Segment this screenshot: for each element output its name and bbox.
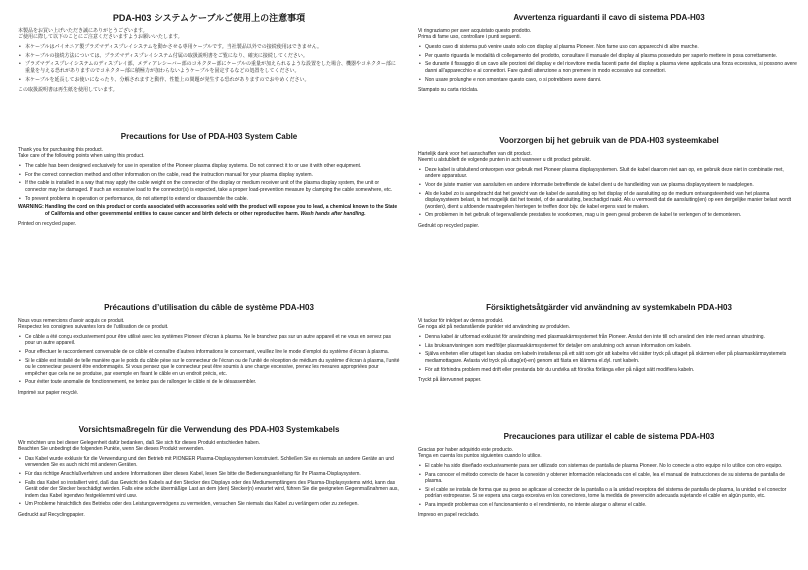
sv-footer: Tryckt på återvunnet papper. xyxy=(418,377,482,384)
ja-title: PDA-H03 システムケーブルご使用上の注意事項 xyxy=(112,13,306,23)
warning-emphasis: Wash hands after handling. xyxy=(300,210,366,217)
en-bullet-list xyxy=(18,163,400,202)
en-intro-1: Thank you for purchasing this product. xyxy=(18,147,104,153)
sv-title: Försiktighetsåtgärder vid användning av systemkabeln PDA-H03 xyxy=(486,303,732,312)
nl-bullet: • Voor de juiste manier van aansluiten en andere informatie betreffende de kabel dient u de handleiding van uw plasma displaysysteem te raadplegen. xyxy=(418,182,800,188)
fr-bullet: • Ce câble a été conçu exclusivement pour être utilisé avec les systèmes Pioneer d’écran à plasma. Ne le branchez pas sur un autre appareil et ne vous en servez pas pour un autre appareil. xyxy=(18,334,400,347)
section-spanish xyxy=(418,432,800,524)
section-italian xyxy=(418,13,800,98)
es-intro-2: Tenga en cuenta los puntos siguientes cuando lo utilice. xyxy=(418,453,542,460)
fr-intro-2: Respectez les consignes suivantes lors de l’utilisation de ce produit. xyxy=(18,324,169,331)
it-bullet: • Questo cavo di sistema può venire usato solo con display al plasma Pioneer. Non farne uso con apparecchi di altre marche. xyxy=(418,44,800,50)
ja-intro-1: 本製品をお買い上げいただき誠にありがとうございます。 xyxy=(18,28,148,34)
section-german xyxy=(18,425,400,523)
fr-title: Précautions d’utilisation du câble de système PDA-H03 xyxy=(104,303,314,312)
it-bullet: • Non usare prolunghe e non smontare questo cavo, o si potrebbero avere danni. xyxy=(418,77,800,83)
en-bullet: • For the correct connection method and other information on the cable, read the instruction manual for your plasma display system. xyxy=(18,172,400,178)
it-bullet: • Se durante il fissaggio di un cavo alle porzioni del display e del ricevitore media facenti parte del display a plasma viene applicata una forza eccessiva, si possono avere danni all’apparecchio e ai connettori. Fare quindi attenzione a non premere in modo eccessivo sui connettori. xyxy=(418,61,800,74)
de-bullet: • Um Probleme hinsichtlich des Betriebs oder des Leistungsvermögens zu vermeiden, versuchen Sie niemals das Kabel zu verlängern oder zu zerlegen. xyxy=(18,501,400,507)
section-dutch xyxy=(418,136,800,234)
sv-bullet: • Denna kabel är utformad exklusivt för användning med plasmaskärmsystemet från Pioneer. Anslut den inte till och använd den inte med annan utrustning. xyxy=(418,334,800,340)
nl-bullet: • Om problemen in het gebruik of tegenvallende prestaties te voorkomen, mag u in geen geval proberen de kabel te verlengen of te demonteren. xyxy=(418,212,800,218)
en-bullet: • The cable has been designed exclusively for use in operation of the Pioneer plasma display systems. Do not connect it to or use it with other equipment. xyxy=(18,163,400,169)
nl-intro-1: Hartelijk dank voor het aanschaffen van dit product. xyxy=(418,151,532,157)
it-footer: Stampato su carta riciclata. xyxy=(418,87,479,94)
section-swedish xyxy=(418,303,800,388)
fr-bullet-list xyxy=(18,334,400,386)
de-intro-2: Beachten Sie unbedingt die folgenden Punkte, wenn Sie dieses Produkt verwenden. xyxy=(18,446,205,453)
it-title: Avvertenza riguardanti il cavo di sistema PDA-H03 xyxy=(513,13,705,22)
de-title: Vorsichtsmaßregeln für die Verwendung des PDA-H03 Systemkabels xyxy=(78,425,340,434)
en-footer: Printed on recycled paper. xyxy=(18,221,77,228)
nl-intro-2: Neemt u alstublieft de volgende punten in acht wanneer u dit product gebruikt. xyxy=(418,157,591,164)
ja-bullet-list xyxy=(18,44,400,83)
de-intro-1: Wir möchten uns bei dieser Gelegenheit dafür bedanken, daß Sie sich für dieses Produkt entschieden haben. xyxy=(18,440,261,446)
sv-bullet-list xyxy=(418,334,800,373)
fr-bullet: • Pour effectuer le raccordement convenable de ce câble et connaître d’autres informations le concernant, veuillez lire le mode d’emploi du système d’écran à plasma. xyxy=(18,349,400,355)
fr-bullet: • Pour éviter toute anomalie de fonctionnement, ne tentez pas de rallonger le câble ni de le désassembler. xyxy=(18,379,400,385)
es-bullet-list xyxy=(418,463,800,509)
nl-bullet: • Deze kabel is uitsluitend ontworpen voor gebruik met Pioneer plasma displaysystemen. Sluit de kabel daarom niet aan op, en gebruik deze niet in combinatie met, andere apparatuur. xyxy=(418,167,800,180)
ja-bullet: • 本ケーブルはパイオニア製プラズマディスプレイシステムを動かさせる専用ケーブルです。当社製品以外での接続使用はできません。 xyxy=(18,44,400,50)
es-bullet: • Si el cable se instala de forma que su peso se aplicase al conector de la pantalla o a la unidad receptora del sistema de pantalla de plasma, la unidad o el conector podrían estropearse. Si se espera una carga excesiva en los conectores, tome la medida de prevención adecuada sujetando el cable en algún punto, etc. xyxy=(418,487,800,500)
sv-intro-1: Vi tackar för inköpet av denna produkt. xyxy=(418,318,504,324)
es-bullet: • Para conocer el método correcto de hacer la conexión y obtener información relacionada con el cable, lea el manual de instrucciones de su sistema de pantalla de plasma. xyxy=(418,472,800,485)
ja-footer: この取扱説明書は再生紙を使用しています。 xyxy=(18,87,118,94)
sv-bullet: • För att förhindra problem med drift eller prestanda bör du undvika att försöka förlänga eller på något sätt modifiera kabeln. xyxy=(418,367,800,373)
section-french xyxy=(18,303,400,401)
nl-bullet-list xyxy=(418,167,800,219)
it-bullet-list xyxy=(418,44,800,83)
fr-bullet: • Si le câble est installé de telle manière que le poids du câble pèse sur le connecteur de l’écran ou de l’unité de réception de médium du système d’écran à plasma, l’unité ou le connecteur peuvent être endommagés. Si vous pensez que le connecteur peut être soumis à une charge excessive, prenez les mesures appropriées pour empêcher que cela ne se produise, par exemple en fixant le câble en un endroit précis, etc. xyxy=(18,358,400,377)
ja-bullet: • 本ケーブルの接続方法については、プラズマディスプレイシステム付属の取扱説明書をご覧になり、確実に接続してください。 xyxy=(18,53,400,59)
it-intro-1: Vi ringraziamo per aver acquistato questo prodotto. xyxy=(418,28,532,34)
warning-body xyxy=(45,204,400,217)
it-bullet: • Per quanto riguarda le modalità di collegamento del prodotto, consultare il manuale del display al plasma posseduto per saperlo mettere in posa correttamente. xyxy=(418,53,800,59)
ja-bullet: • 本ケーブルを延長してお使いになったり、分解されますと動作、性能上の問題が発生する恐れがありますのでおやめください。 xyxy=(18,77,400,83)
en-bullet: • If the cable is installed in a way that may apply the cable weight on the connector of the display or medium receiver unit of the plasma display system, the unit or connector may be damaged. If such an excessive load to the connector(s) is expected, take a proper load-prevention measure by clamping the cable somewhere, etc. xyxy=(18,180,400,193)
ja-bullet: • プラズマディスプレイシステムのディスプレイ部、メディアレシーバー部のコネクター部にケーブルの重量が加えられるような設置をした場合、機器やコネクター部に重量を与える恐れがありますのでコネクター部に積極力が加わらないようケーブルを固定するなどの処置をしてください。 xyxy=(18,61,400,74)
de-bullet: • Falls das Kabel so installiert wird, daß das Gewicht des Kabels auf den Stecker des Displays oder des Mediumempfängers des Plasma-Displaysystems wirkt, kann das Gerät oder der Stecker beschädigt werden. Falls eine solche übermäßige Last an dem (den) Stecker(n) erwartet wird, führen Sie die geeigneten Gegenmaßnahmen aus, indem das Kabel irgendwo festgeklemmt wird usw. xyxy=(18,480,400,499)
nl-bullet: • Als de kabel zo is aangebracht dat het gewicht van de kabel de aansluiting op het display of de aansluiting op de medium ontvangsteenheid van het plasma displaysysteem belast, is het mogelijk dat het toestel, of de aansluiting, beschadigd raakt. Als u vermoedt dat de aansluiting(en) op een dergelijke manier belast wordt (worden), dient u afdoende maatregelen hiertegen te treffen door bijv. de kabel ergens vast te maken. xyxy=(418,191,800,210)
fr-intro-1: Nous vous remercions d’avoir acquis ce produit. xyxy=(18,318,125,324)
it-intro-2: Prima di fame uso, controllare i punti seguenti. xyxy=(418,34,521,41)
de-bullet: • Für das richtige Anschlußverfahren und andere Informationen über dieses Kabel, lesen Sie bitte die Bedienungsanleitung für Ihr Plasma-Displaysystem. xyxy=(18,471,400,477)
en-warning xyxy=(18,204,400,217)
nl-title: Voorzorgen bij het gebruik van de PDA-H03 systeemkabel xyxy=(499,136,719,145)
sv-bullet: • Själva enheten eller uttaget kan skadas om kabeln installeras på ett sätt som gör att kabelns vikt sätter tryck på uttaget på skärmen eller på plasmaskärmsystemets mediamottagare. Avlasta vid tryck på uttag(et)-en) genom att fästa en klämma el.dyl. runt kabeln. xyxy=(418,351,800,364)
nl-footer: Gedrukt op recycled papier. xyxy=(418,222,480,229)
sv-bullet: • Läs bruksanvisningen som medföljer plasmaskärmsystemet för detaljer om anslutning och annan information om kabeln. xyxy=(418,343,800,349)
es-footer: Impreso en papel reciclado. xyxy=(418,512,480,519)
es-bullet: • Para impedir problemas con el funcionamiento o el rendimiento, no intente alargar o alterar el cable. xyxy=(418,502,800,508)
en-bullet: • To prevent problems in operation or performance, do not attempt to extend or disassemble the cable. xyxy=(18,196,400,202)
warning-label: WARNING: xyxy=(18,204,44,211)
es-bullet: • El cable ha sido diseñado exclusivamente para ser utilizado con sistemas de pantalla de plasma Pioneer. No lo conecte a otro equipo ni lo utilice con otro equipo. xyxy=(418,463,800,469)
en-intro-2: Take care of the following points when using this product. xyxy=(18,153,145,160)
de-bullet-list xyxy=(18,456,400,508)
es-intro-1: Gracias por haber adquirido este producto. xyxy=(418,447,514,453)
en-title: Precautions for Use of PDA-H03 System Cable xyxy=(120,132,298,141)
warning-text: Handling the cord on this product or cords associated with accessories sold with the product will expose you to lead, a chemical known to the State of California and other governmental entities to cause cancer and birth defects or other reproductive harm. xyxy=(44,204,398,217)
fr-footer: Imprimé sur papier recyclé. xyxy=(18,389,79,396)
sv-intro-2: Ge noga akt på nedanstående punkter vid användning av produkten. xyxy=(418,324,571,331)
section-japanese xyxy=(18,13,400,98)
es-title: Precauciones para utilizar el cable de sistema PDA-H03 xyxy=(503,432,715,441)
ja-intro-2: ご使用に際して以下のことにご注意くださいますようお願いいたします。 xyxy=(18,34,183,41)
de-footer: Gedruckt auf Recyclingpapier. xyxy=(18,511,85,518)
de-bullet: • Das Kabel wurde exklusiv für die Verwendung und den Betrieb mit PIONEER Plasma-Displaysystemen konstruiert. Schließen Sie es niemals an andere Geräte an und verwenden Sie es auch nicht mit anderen Geräten. xyxy=(18,456,400,469)
section-english xyxy=(18,132,400,233)
